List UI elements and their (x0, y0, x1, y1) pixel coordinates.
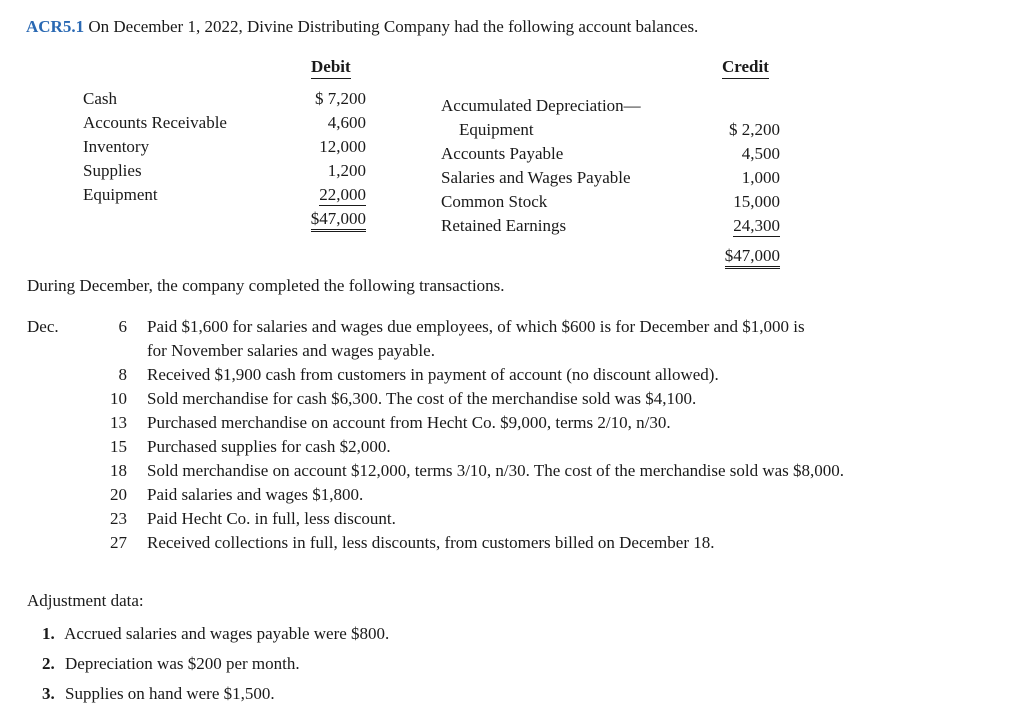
account-name: Accounts Payable (441, 144, 564, 163)
transaction-text: Sold merchandise for cash $6,300. The cost of the merchandise sold was $4,100. (147, 389, 697, 408)
transaction-month (27, 459, 87, 483)
adjustment-item (42, 679, 389, 709)
problem-heading (26, 17, 698, 37)
transaction-text: Received collections in full, less discounts, from customers billed on December 18. (147, 533, 715, 552)
credit-account-names (441, 94, 641, 238)
transaction-day: 13 (110, 413, 127, 432)
account-name: Accounts Receivable (83, 113, 227, 132)
transaction-month (27, 435, 87, 459)
debit-amount: 22,000 (319, 185, 366, 204)
transaction-row (27, 507, 1017, 531)
transaction-row (27, 531, 1017, 555)
debit-amount: 1,200 (327, 161, 366, 180)
account-name: Accumulated Depreciation— (441, 96, 641, 115)
transaction-row (27, 315, 1017, 363)
account-name: Cash (83, 89, 117, 108)
credit-amount: 15,000 (733, 192, 780, 211)
debit-total: $47,000 (311, 209, 366, 232)
transaction-day: 27 (110, 533, 127, 552)
transaction-row (27, 435, 1017, 459)
adjustment-text: Accrued salaries and wages payable were $800. (64, 624, 390, 643)
transaction-month (27, 411, 87, 435)
transaction-text: Sold merchandise on account $12,000, terms 3/10, n/30. The cost of the merchandise sold was $8,000. (147, 461, 845, 480)
transaction-row (27, 363, 1017, 387)
debit-account-names (83, 87, 227, 207)
adjustment-text: Supplies on hand were $1,500. (65, 684, 275, 703)
credit-total: $47,000 (725, 246, 780, 269)
transaction-row (27, 387, 1017, 411)
problem-code: ACR5.1 (26, 17, 85, 36)
transaction-month (27, 483, 87, 507)
transaction-month (27, 387, 87, 411)
transaction-day: 8 (118, 365, 127, 384)
credit-amount: $ 2,200 (729, 120, 780, 139)
account-name: Salaries and Wages Payable (441, 168, 631, 187)
debit-column-header: Debit (311, 57, 351, 79)
transaction-month (27, 507, 87, 531)
account-name: Supplies (83, 161, 142, 180)
debit-amount: 12,000 (319, 137, 366, 156)
debit-amount: 4,600 (327, 113, 366, 132)
credit-column-header: Credit (722, 57, 769, 79)
adjustment-number: 2. (42, 654, 55, 673)
transaction-month (27, 531, 87, 555)
transaction-text: Paid salaries and wages $1,800. (147, 485, 364, 504)
account-name: Inventory (83, 137, 150, 156)
adjustment-text: Depreciation was $200 per month. (65, 654, 300, 673)
transaction-day: 15 (110, 437, 127, 456)
debit-amounts (300, 87, 366, 231)
transaction-row (27, 411, 1017, 435)
transaction-text: Purchased supplies for cash $2,000. (147, 437, 391, 456)
transaction-text: Paid Hecht Co. in full, less discount. (147, 509, 396, 528)
adjustment-number: 3. (42, 684, 55, 703)
credit-amount: 1,000 (741, 168, 780, 187)
adjustment-number: 1. (42, 624, 55, 643)
transactions-list (27, 315, 1017, 555)
adjustment-title: Adjustment data: (27, 591, 144, 610)
account-name: Common Stock (441, 192, 548, 211)
transaction-month: Dec. (27, 317, 59, 336)
transaction-day: 23 (110, 509, 127, 528)
transaction-text: Purchased merchandise on account from Hecht Co. $9,000, terms 2/10, n/30. (147, 413, 671, 432)
adjustment-list (42, 619, 389, 709)
transaction-day: 10 (110, 389, 127, 408)
transaction-month (27, 363, 87, 387)
account-name-continued: Equipment (459, 120, 534, 139)
account-name: Retained Earnings (441, 216, 567, 235)
problem-intro: On December 1, 2022, Divine Distributing Company had the following account balances. (88, 17, 699, 36)
transaction-text: Received $1,900 cash from customers in payment of account (no discount allowed). (147, 365, 719, 384)
debit-amount: $ 7,200 (315, 89, 366, 108)
credit-amount: 4,500 (741, 144, 780, 163)
transaction-day: 20 (110, 485, 127, 504)
transaction-row (27, 483, 1017, 507)
credit-amounts (706, 118, 780, 268)
adjustment-item (42, 649, 389, 679)
transaction-day: 18 (110, 461, 127, 480)
credit-amount: 24,300 (733, 216, 780, 235)
transaction-day: 6 (118, 317, 127, 336)
transaction-text: Paid $1,600 for salaries and wages due employees, of which $600 is for December and $1,000 is for November salaries and wages payable. (147, 317, 805, 360)
transactions-intro: During December, the company completed the following transactions. (27, 276, 505, 295)
account-name: Equipment (83, 185, 158, 204)
transaction-row (27, 459, 1017, 483)
adjustment-item (42, 619, 389, 649)
